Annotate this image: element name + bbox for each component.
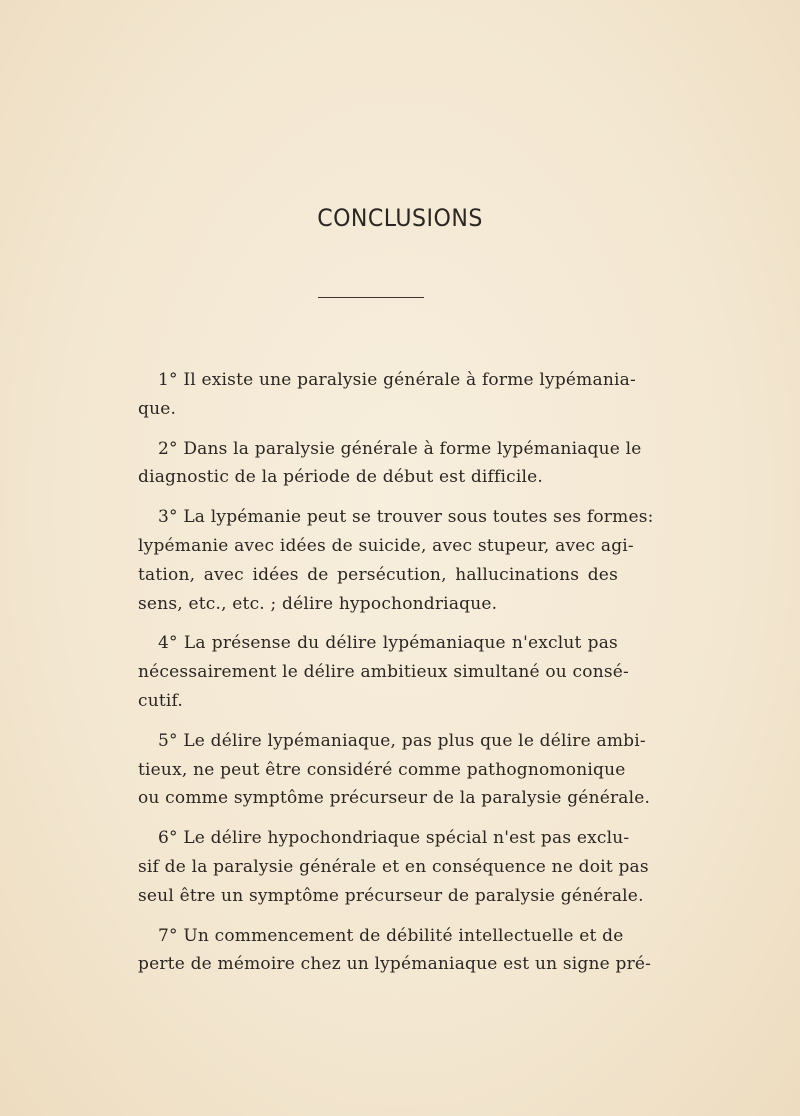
paragraph-7 (138, 922, 652, 980)
conclusions-body (138, 366, 654, 990)
text-line: 6° Le délire hypochondriaque spécial n'est pas exclu- (158, 828, 630, 849)
text-line: nécessairement le délire ambitieux simultané ou consé- (138, 662, 629, 683)
paragraph-1 (138, 366, 636, 424)
text-line: 5° Le délire lypémaniaque, pas plus que le délire ambi- (158, 730, 646, 751)
paragraph-6 (138, 824, 649, 910)
paragraph-4 (138, 629, 629, 715)
text-line: 2° Dans la paralysie générale à forme lypémaniaque le (158, 438, 642, 459)
text-line: 7° Un commencement de débilité intellectuelle et de (158, 925, 624, 946)
page-title: CONCLUSIONS (317, 204, 483, 232)
text-line: sif de la paralysie générale et en conséquence ne doit pas (138, 856, 649, 877)
text-line: perte de mémoire chez un lypémaniaque est un signe pré- (138, 954, 652, 975)
text-line: seul être un symptôme précurseur de paralysie générale. (138, 885, 644, 906)
text-line: 4° La présense du délire lypémaniaque n'exclut pas (158, 633, 618, 654)
text-line: diagnostic de la période de début est difficile. (138, 467, 544, 488)
text-line: tation, avec idées de persécution, hallucinations des (138, 564, 618, 585)
text-line: tieux, ne peut être considéré comme pathognomonique (138, 759, 626, 780)
text-line: que. (138, 398, 177, 419)
paragraph-5 (138, 727, 651, 813)
paragraph-2 (138, 435, 642, 493)
paragraph-3 (138, 503, 654, 618)
title-divider (318, 297, 424, 298)
text-line: ou comme symptôme précurseur de la paralysie générale. (138, 788, 651, 809)
text-line: cutif. (138, 690, 184, 711)
text-line: sens, etc., etc. ; délire hypochondriaque. (138, 593, 498, 614)
text-line: 1° Il existe une paralysie générale à forme lypémania- (158, 370, 636, 390)
text-line: 3° La lypémanie peut se trouver sous toutes ses formes: (158, 507, 654, 528)
text-line: lypémanie avec idées de suicide, avec stupeur, avec agi- (138, 535, 634, 556)
